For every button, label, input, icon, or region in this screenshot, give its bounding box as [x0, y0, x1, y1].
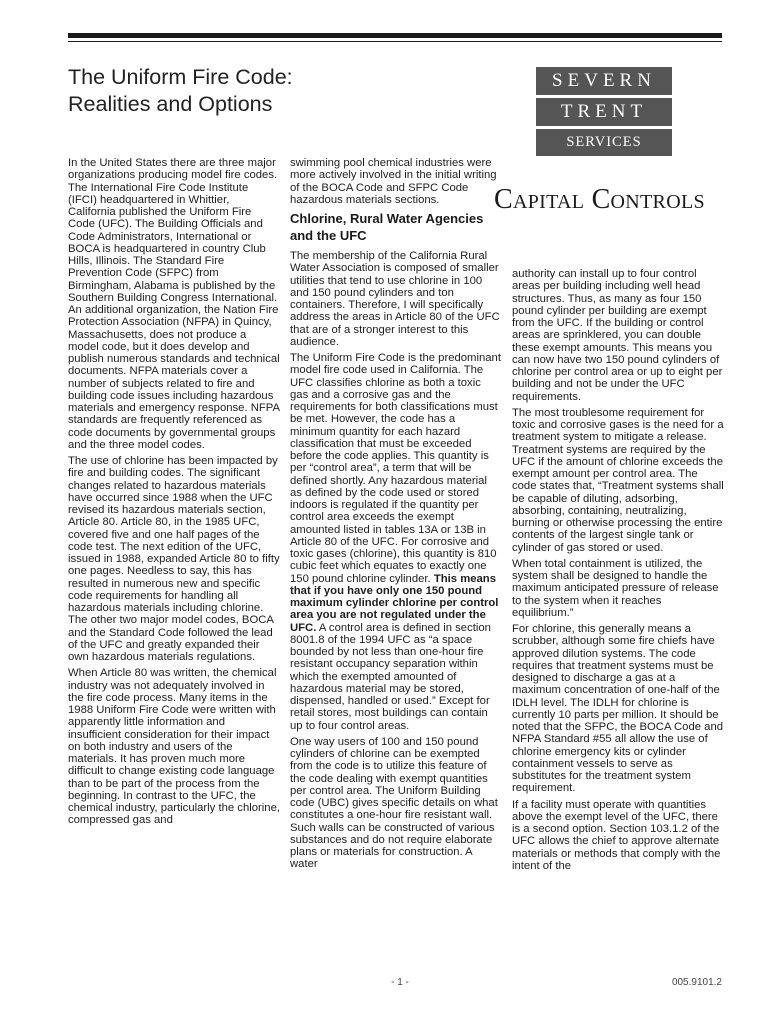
paragraph: authority can install up to four control areas per building including well head structures. Thus, as many as four 150 pound cylinder per building are exempt from the UFC. If the building or control areas are sprinklered, you can double these exempt amounts. This means you can now have two 150 pound cylinders of chlorine per control area or up to eight per building and not be under the UFC requirements. — [512, 268, 723, 403]
title-line-1: The Uniform Fire Code: — [68, 65, 293, 89]
page-title — [68, 64, 468, 118]
logo-trent: TRENT — [536, 98, 672, 126]
paragraph: For chlorine, this generally means a scrubber, although some fire chiefs have approved dilution systems. The code requires that treatment systems must be designed to discharge a gas at a maximum concentration of one-half of the IDLH level. The IDLH for chlorine is currently 10 parts per million. It should be noted that the SFPC, the BOCA Code and NFPA Standard #55 all allow the use of chlorine emergency kits or cylinder containment vessels to serve as substitutes for the treatment system requirement. — [512, 623, 724, 795]
column-3 — [512, 268, 724, 876]
document-number: 005.9101.2 — [671, 977, 722, 988]
paragraph: One way users of 100 and 150 pound cylinders of chlorine can be exempted from the code is to utilize this feature of the code dealing with exempt quantities per control area. The Uniform Building code (UBC) gives specific details on what constitutes a one-hour fire resistant wall. Such walls can be constructed of various substances and do not require elaborate plans or materials for construction. A water — [290, 735, 498, 871]
column-1 — [68, 157, 280, 831]
paragraph: In the United States there are three major organizations producing model fire codes. The International Fire Code Institute (IFCI) headquartered in Whittier, California published the Uniform Fire Code (UFC). The Building Officials and Code Administrators, International or BOCA is headquartered in country Club Hills, Illinois. The Standard Fire Prevention Code (SFPC) from Birmingham, Alabama is published by the Southern Building Congress International. An additional organization, the Nation Fire Protection Association (NFPA) in Quincy, Massachusetts, does not produce a model code, but it does develop and publish numerous standards and technical documents. NFPA materials cover a number of subjects related to fire and building code issues including hazardous materials and emergency response. NFPA standards are frequently referenced as code documents by governmental groups and the three model codes. — [68, 157, 280, 451]
top-rule-thin — [68, 41, 722, 42]
paragraph: The most troublesome requirement for toxic and corrosive gases is the need for a treatment system to mitigate a release. Treatment systems are required by the UFC if the amount of chlorine exceeds the exempt amount per control area. The code states that, “Treatment systems shall be capable of diluting, adsorbing, absorbing, containing, neutralizing, burning or otherwise processing the entire contents of the largest single tank or cylinder of gas stored or used. — [512, 406, 724, 554]
paragraph: swimming pool chemical industries were more actively involved in the initial writing of the BOCA Code and SFPC Code hazardous materials sections. — [290, 157, 497, 206]
paragraph: When Article 80 was written, the chemical industry was not adequately involved in the fire code process. Many items in the 1988 Uniform Fire Code were written with apparently little information and insufficient consideration for their impact on both industry and users of the materials. It has proven much more difficult to change existing code language than to be part of the process from the beginning. In contrast to the UFC, the chemical industry, particularly the chlorine, compressed gas and — [68, 667, 281, 827]
paragraph: The use of chlorine has been impacted by fire and building codes. The significant changes related to hazardous materials have occurred since 1988 when the UFC revised its hazardous materials section, Article 80. Article 80, in the 1985 UFC, covered five and one half pages of the code test. The next edition of the UFC, issued in 1988, expanded Article 80 to fifty one pages. Needless to say, this has resulted in numerous new and specific code requirements for handling all hazardous materials including chlorine. The other two major model codes, BOCA and the Standard Code followed the lead of the UFC and greatly expanded their own hazardous materials regulations. — [68, 455, 280, 663]
title-line-2: Realities and Options — [68, 92, 273, 116]
page-number: - 1 - — [391, 977, 409, 988]
capital-controls-brand: Capital Controls — [494, 184, 705, 215]
logo-severn: SEVERN — [536, 67, 672, 95]
paragraph-text: A control area is defined in section 8001.8 of the 1994 UFC as “a space bounded by not less than one-hour fire resistant occupancy separation within which the exempted amounted of hazardous material may be stored, dispensed, handled or used.” Except for retail stores, most buildings can contain up to four control areas. — [290, 621, 491, 732]
paragraph — [290, 352, 502, 732]
paragraph: When total containment is utilized, the system shall be designed to handle the maximum anticipated pressure of release to the system when it reaches equilibrium.” — [512, 557, 719, 619]
emphasis-text: This means that if you have only one 150 pound maximum cylinder chlorine per control area you are not regulated under the UFC. — [290, 572, 499, 634]
top-rule-thick — [68, 33, 722, 38]
logo-services: SERVICES — [536, 129, 672, 156]
paragraph: The membership of the California Rural Water Association is composed of smaller utilities that tend to use chlorine in 100 and 150 pound cylinders and ton containers. Therefore, I will specifically address the areas in Article 80 of the UFC that are of a stronger interest to this audience. — [290, 250, 500, 348]
section-heading: Chlorine, Rural Water Agencies and the UFC — [290, 211, 484, 243]
column-2 — [290, 157, 502, 875]
paragraph-text: The Uniform Fire Code is the predominant model fire code used in California. The UFC classifies chlorine as both a toxic gas and a corrosive gas and the requirements for both classifications must be met. However, the code has a minimum quantity for each hazard classification that must be exceeded before the code applies. This quantity is per “control area”, a term that will be defined shortly. Any hazardous material as defined by the code used or stored indoors is regulated if the quantity per control area exceeds the exempt amounted listed in tables 13A or 13B in Article 80 of the UFC. For corrosive and toxic gases (chlorine), this quantity is 810 cubic feet which equates to exactly one 150 pound chlorine cylinder. — [290, 352, 501, 585]
paragraph: If a facility must operate with quantities above the exempt level of the UFC, there is a second option. Section 103.1.2 of the UFC allows the chief to approve alternate materials or methods that comply with the intent of the — [512, 798, 721, 872]
